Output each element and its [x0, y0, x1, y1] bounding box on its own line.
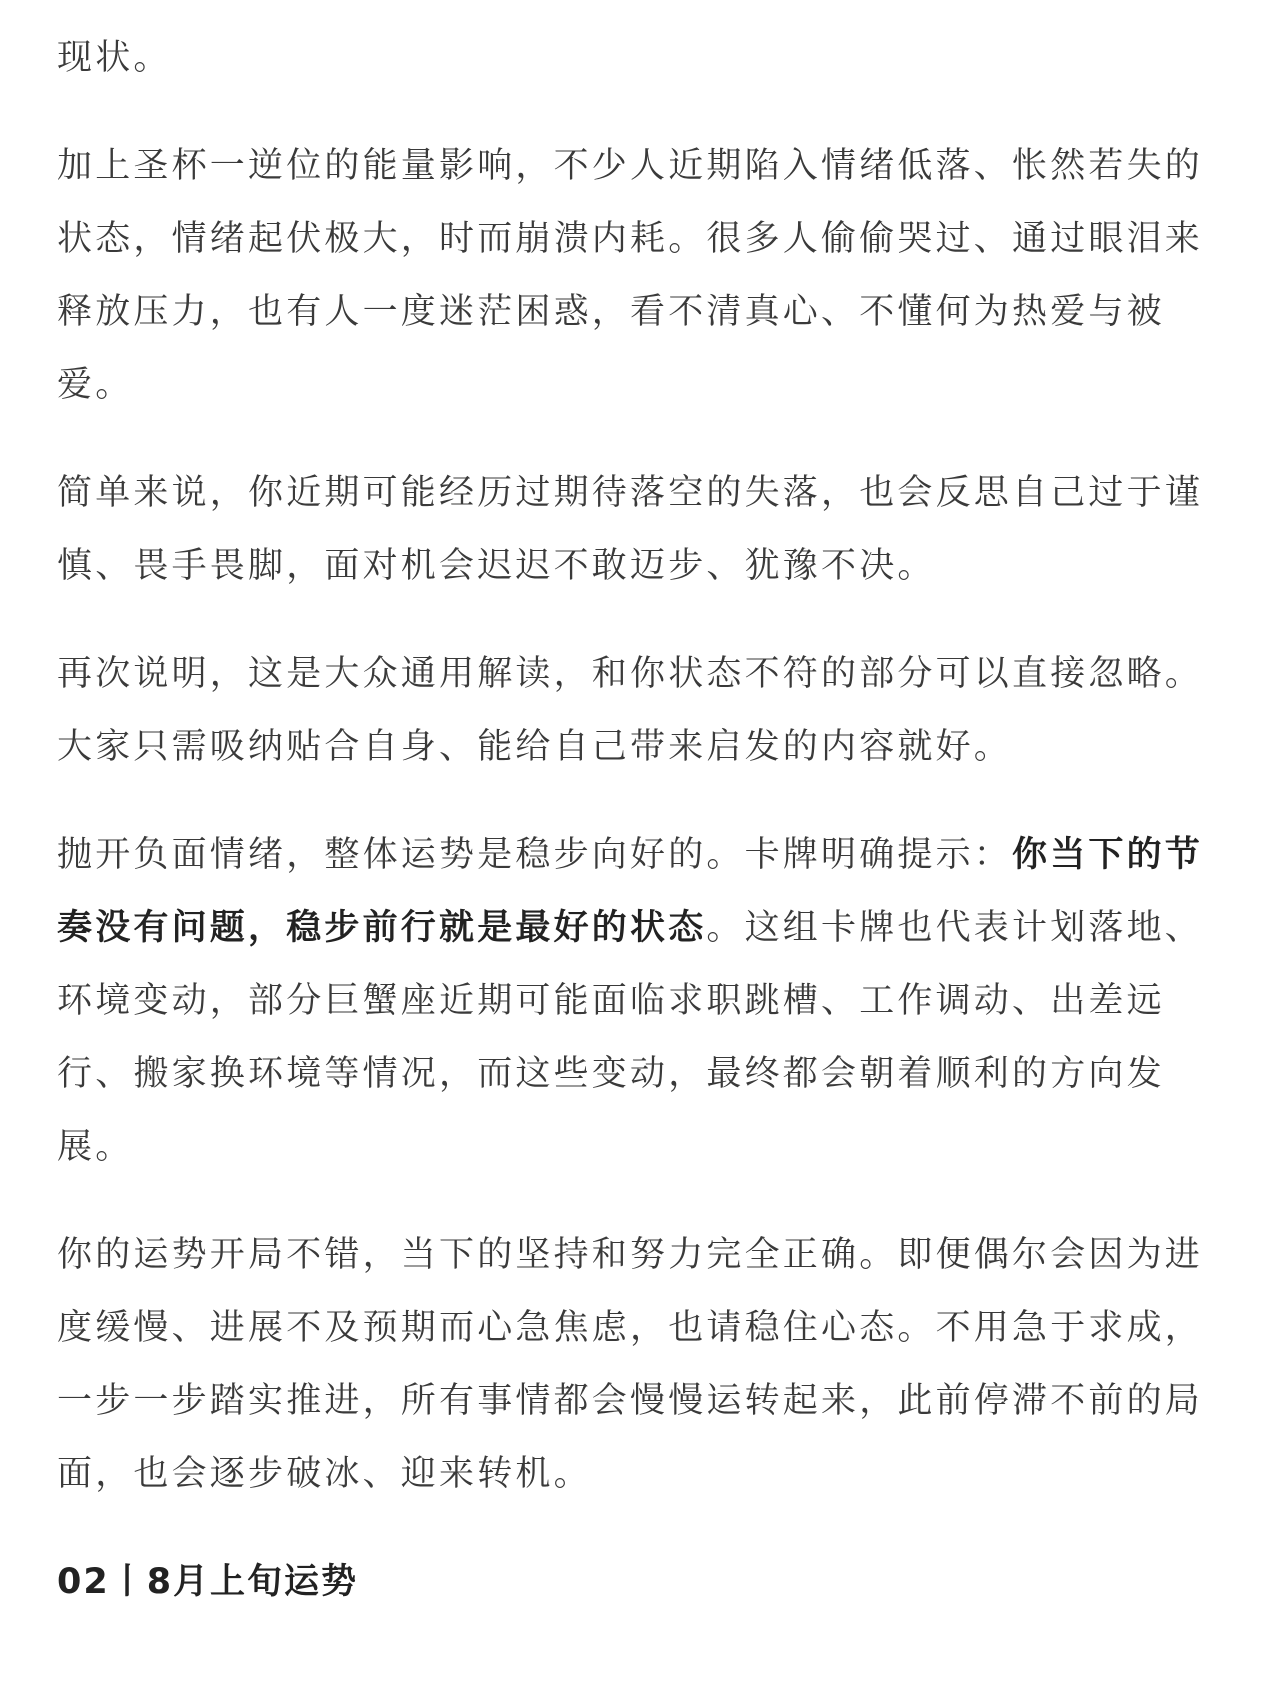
paragraph-3: 简单来说，你近期可能经历过期待落空的失落，也会反思自己过于谨慎、畏手畏脚，面对机会迟迟不敢迈步、犹豫不决。	[57, 473, 1204, 586]
paragraph-4: 再次说明，这是大众通用解读，和你状态不符的部分可以直接忽略。大家只需吸纳贴合自身、能给自己带来启发的内容就好。	[57, 654, 1204, 767]
paragraph-5-highlight: 你当下的节奏没有问题，稳步前行就是最好的状态	[57, 835, 1204, 948]
paragraph-5-lead: 抛开负面情绪，整体运势是稳步向好的。卡牌明确提示：	[57, 835, 1013, 875]
paragraph-6: 你的运势开局不错，当下的坚持和努力完全正确。即便偶尔会因为进度缓慢、进展不及预期而心急焦虑，也请稳住心态。不用急于求成，一步一步踏实推进，所有事情都会慢慢运转起来，此前停滞不前的局面，也会逐步破冰、迎来转机。	[57, 1235, 1204, 1494]
paragraph-5-tail: 。这组卡牌也代表计划落地、环境变动，部分巨蟹座近期可能面临求职跳槽、工作调动、出差远行、搬家换环境等情况，而这些变动，最终都会朝着顺利的方向发展。	[57, 908, 1204, 1167]
section-heading: 02丨8月上旬运势	[57, 1562, 359, 1602]
paragraph-2: 加上圣杯一逆位的能量影响，不少人近期陷入情绪低落、怅然若失的状态，情绪起伏极大，时而崩溃内耗。很多人偷偷哭过、通过眼泪来释放压力，也有人一度迷茫困惑，看不清真心、不懂何为热爱与被爱。	[57, 146, 1204, 405]
article-body	[57, 22, 1227, 1619]
paragraph-1: 现状。	[57, 38, 172, 78]
paragraph-5	[57, 819, 1227, 1184]
